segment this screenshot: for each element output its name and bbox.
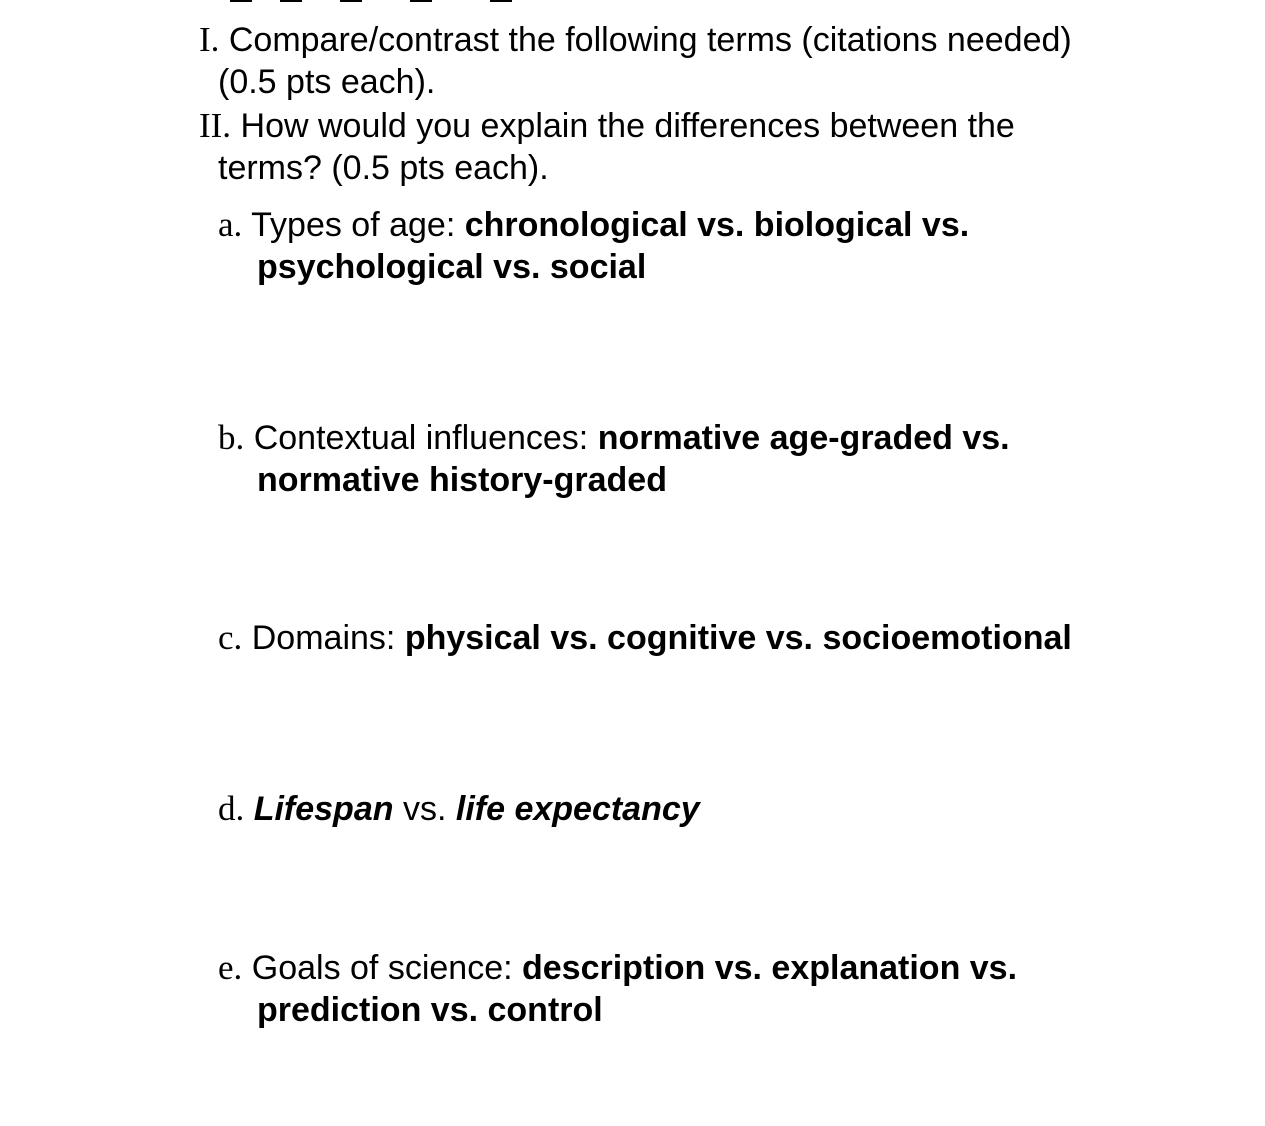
instruction-one-line1 — [199, 19, 1072, 61]
item-e — [218, 947, 1017, 989]
roman-numeral-two: II. — [199, 106, 232, 145]
item-b-letter: b. — [218, 418, 245, 457]
roman-numeral-one: I. — [199, 20, 220, 59]
item-a — [218, 204, 969, 246]
item-e-terms: description vs. explanation vs. — [522, 949, 1018, 987]
item-c-terms: physical vs. cognitive vs. socioemotional — [404, 619, 1072, 657]
item-d-term-lifespan: Lifespan — [253, 790, 394, 828]
item-e-label: Goals of science: — [251, 949, 513, 987]
item-d-letter: d. — [218, 789, 245, 828]
item-c-label: Domains: — [251, 619, 396, 657]
item-d-term-life-expectancy: life expectancy — [455, 790, 700, 828]
item-a-label: Types of age: — [251, 206, 456, 244]
item-a-letter: a. — [218, 205, 243, 244]
instruction-one-line2: (0.5 pts each). — [218, 63, 436, 101]
item-c — [218, 617, 1072, 659]
item-e-terms-continued: prediction vs. control — [257, 991, 603, 1029]
instruction-two-line2: terms? (0.5 pts each). — [218, 149, 549, 187]
instruction-one-text: Compare/contrast the following terms (citations needed) — [228, 21, 1072, 59]
item-b-terms: normative age-graded vs. — [597, 419, 1010, 457]
item-b — [218, 417, 1010, 459]
instruction-two-text: How would you explain the differences between the — [240, 107, 1015, 145]
item-e-letter: e. — [218, 948, 243, 987]
item-d-vs: vs. — [402, 790, 447, 828]
item-a-terms-continued: psychological vs. social — [257, 248, 647, 286]
item-a-terms: chronological vs. biological vs. — [464, 206, 970, 244]
instruction-two-line1 — [199, 105, 1015, 147]
item-b-label: Contextual influences: — [253, 419, 589, 457]
cropped-text-fragment — [200, 0, 530, 2]
item-c-letter: c. — [218, 618, 243, 657]
item-d — [218, 788, 700, 830]
item-b-terms-continued: normative history-graded — [257, 461, 667, 499]
